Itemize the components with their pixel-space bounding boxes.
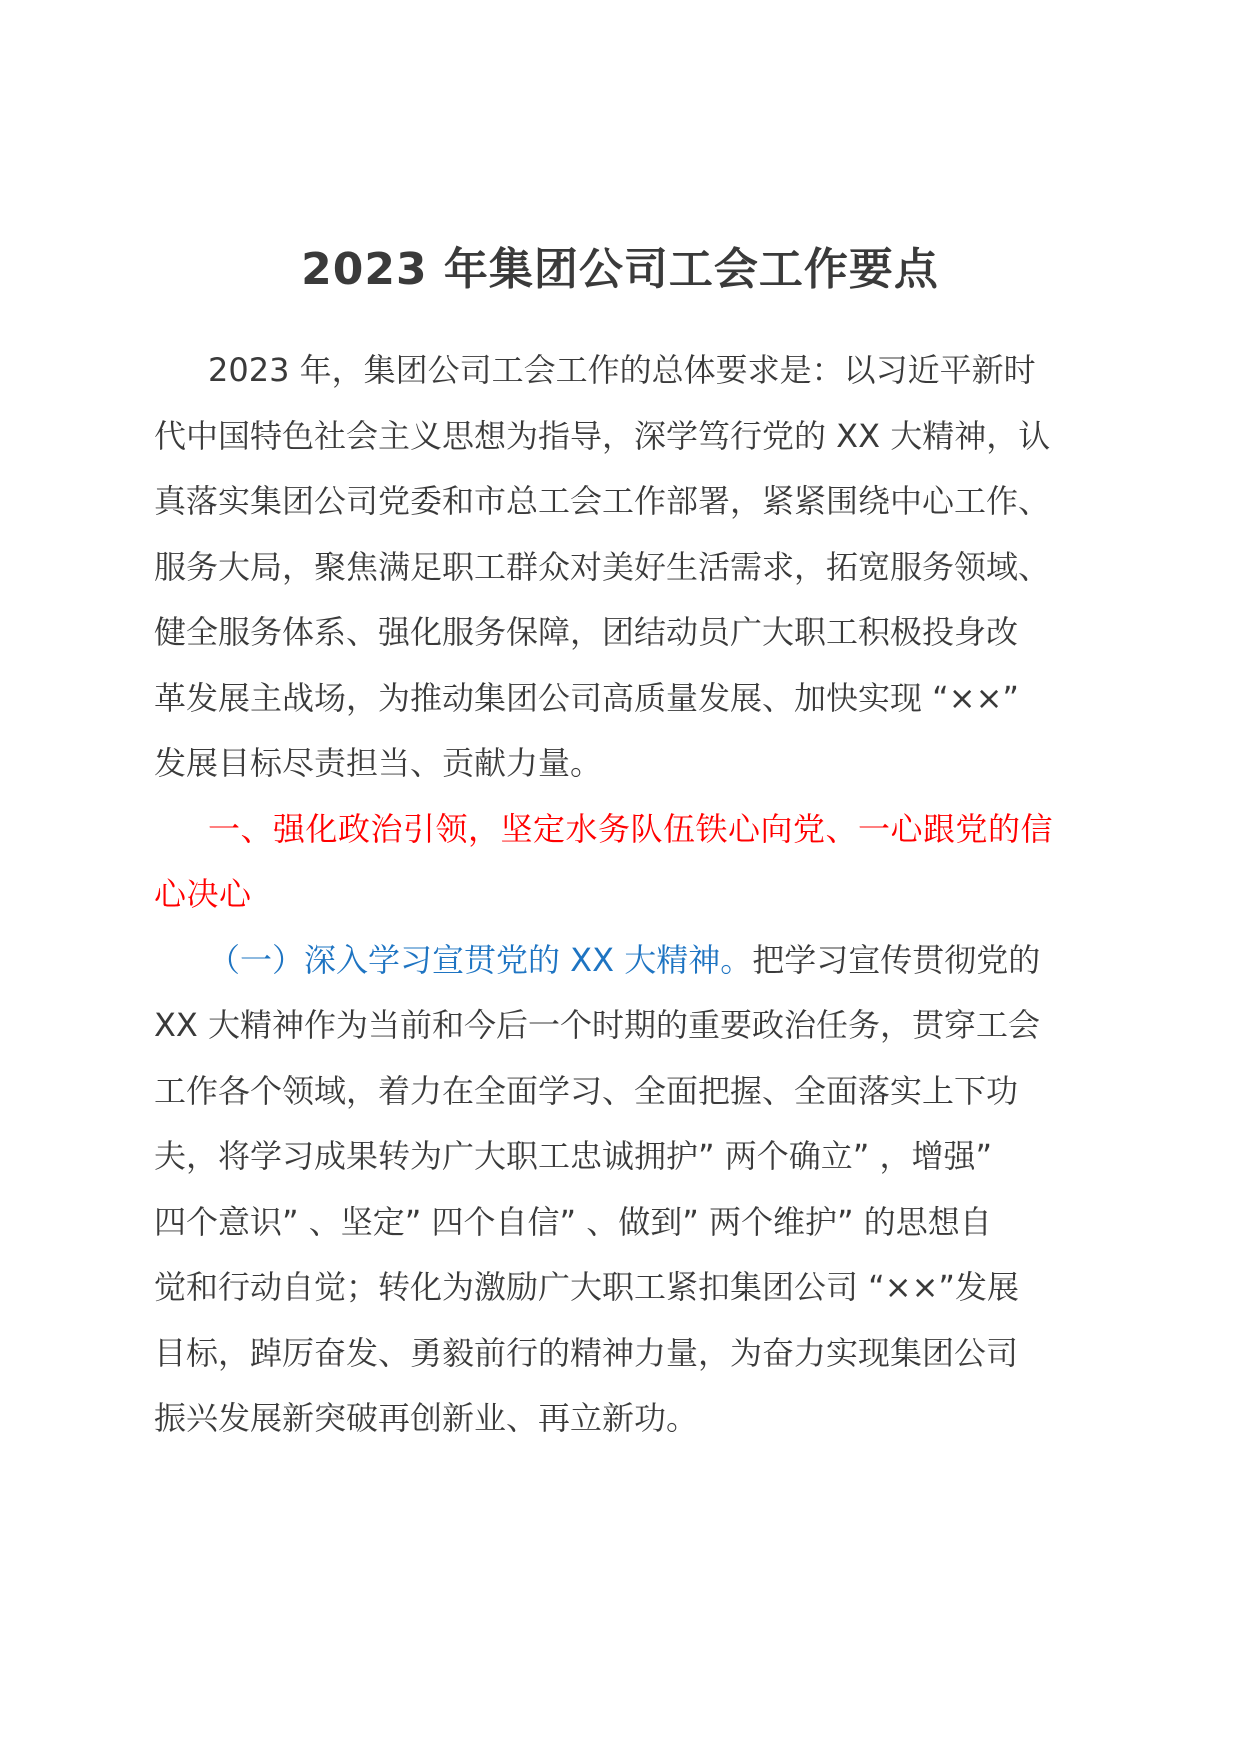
paragraph-line: 革发展主战场，为推动集团公司高质量发展、加快实现 “××” [154, 678, 1019, 717]
subsection-first-line [154, 928, 1094, 994]
paragraph-line: 夫，将学习成果转为广大职工忠诚拥护” 两个确立” ，增强” [154, 1137, 993, 1175]
paragraph-line: 2023 年，集团公司工会工作的总体要求是：以习近平新时 [208, 351, 1036, 389]
paragraph-line: 发展目标尽责担当、贡献力量。 [154, 744, 603, 782]
section-heading [154, 797, 1094, 928]
paragraph-line: 觉和行动自觉；转化为激励广大职工紧扣集团公司 “××”发展 [154, 1268, 1019, 1306]
subsection-first-line-text: 把学习宣传贯彻党的 [752, 940, 1041, 979]
document-title: 2023 年集团公司工会工作要点 [301, 244, 939, 295]
paragraph-line: 四个意识” 、坚定” 四个自信” 、做到” 两个维护” 的思想自 [154, 1202, 992, 1241]
intro-paragraph [154, 338, 1094, 797]
paragraph-line: 真落实集团公司党委和市总工会工作部署，紧紧围绕中心工作、 [154, 482, 1051, 520]
paragraph-line: 目标，踔厉奋发、勇毅前行的精神力量，为奋力实现集团公司 [154, 1333, 1019, 1372]
paragraph-line: 健全服务体系、强化服务保障，团结动员广大职工积极投身改 [154, 613, 1019, 651]
document-body [154, 338, 1094, 1452]
section-heading-line: 心决心 [154, 875, 252, 913]
subsection-paragraph [154, 928, 1094, 1452]
paragraph-line: 服务大局，聚焦满足职工群众对美好生活需求，拓宽服务领域、 [154, 547, 1051, 586]
paragraph-line: XX 大精神作为当前和今后一个时期的重要政治任务，贯穿工会 [154, 1006, 1041, 1044]
subsection-heading: （一）深入学习宣贯党的 XX 大精神。 [208, 940, 753, 979]
paragraph-line: 工作各个领域，着力在全面学习、全面把握、全面落实上下功 [154, 1071, 1019, 1110]
paragraph-line: 振兴发展新突破再创新业、再立新功。 [154, 1399, 699, 1437]
section-heading-line: 一、强化政治引领，坚定水务队伍铁心向党、一心跟党的信 [208, 809, 1054, 848]
paragraph-line: 代中国特色社会主义思想为指导，深学笃行党的 XX 大精神，认 [154, 416, 1051, 455]
